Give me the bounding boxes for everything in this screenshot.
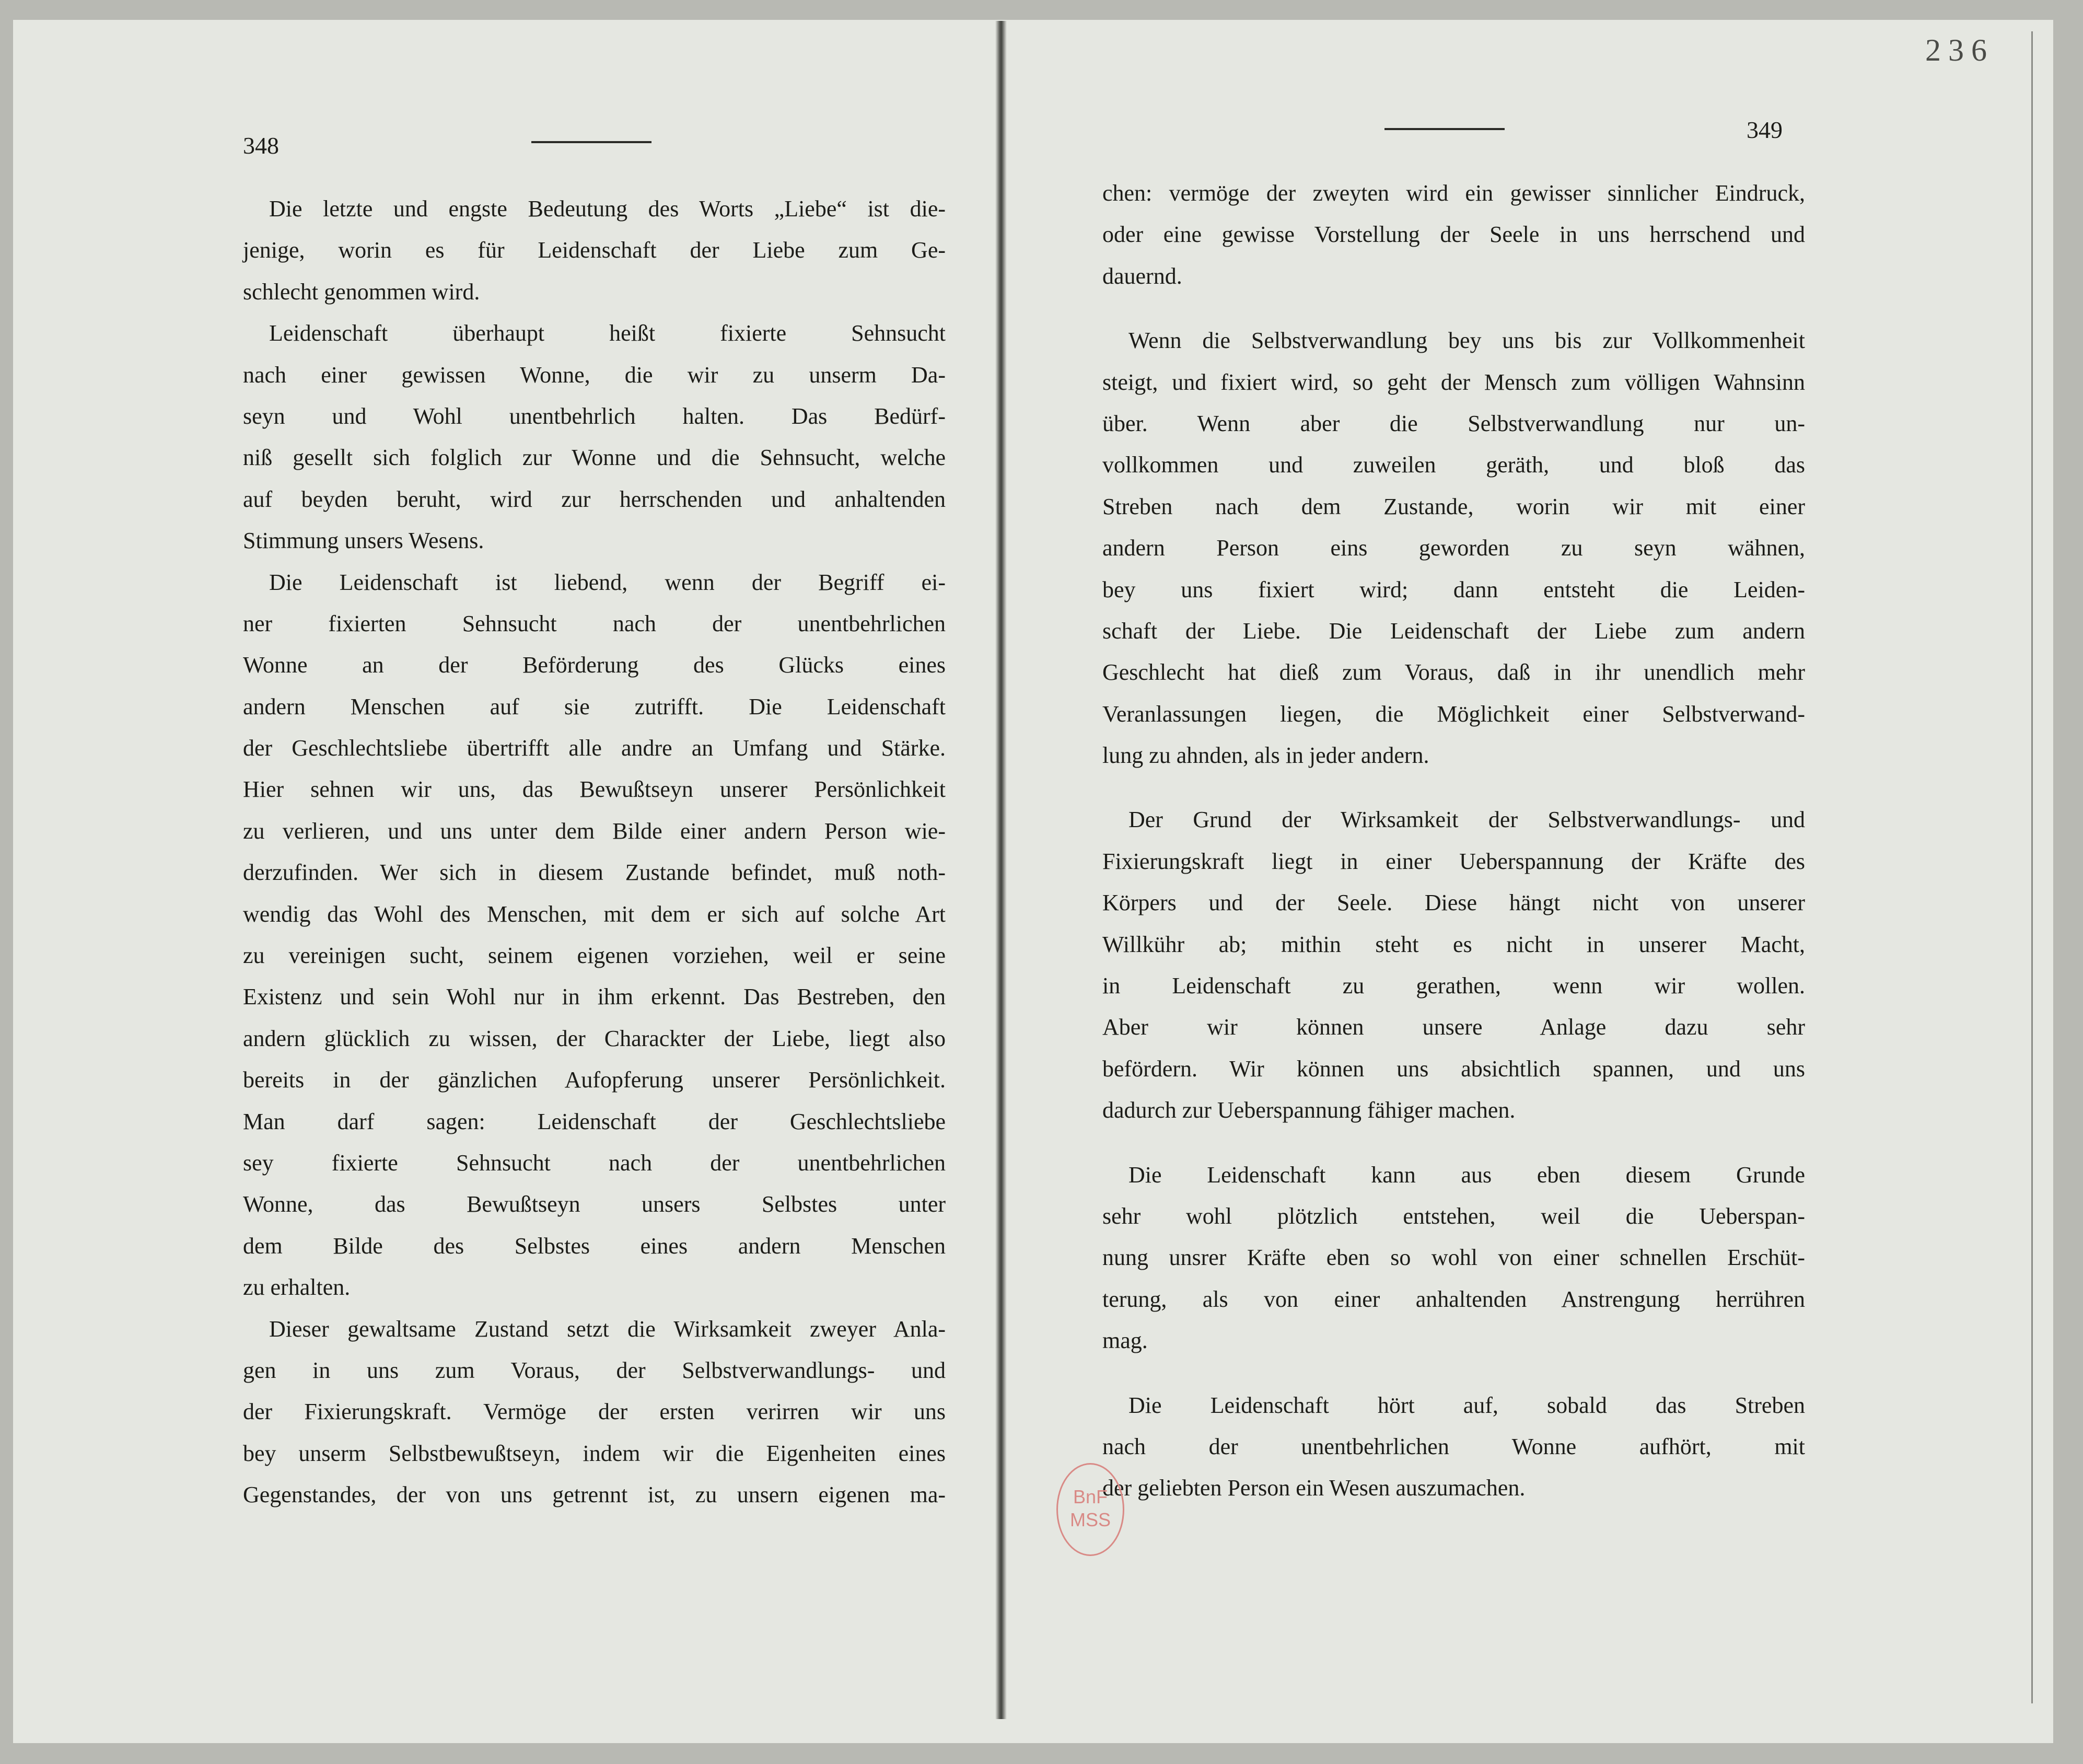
- text-line: seyn und Wohl unentbehrlich halten. Das Bedürf-: [243, 403, 946, 429]
- text-line: bey unserm Selbstbewußtseyn, indem wir die Eigenheiten eines: [243, 1440, 946, 1466]
- text-line: Die Leidenschaft kann aus eben diesem Grunde: [1128, 1162, 1805, 1188]
- text-line: terung, als von einer anhaltenden Anstrengung herrühren: [1102, 1286, 1805, 1312]
- text-line: Stimmung unsers Wesens.: [243, 528, 484, 554]
- right-page-number: 349: [1747, 117, 1783, 143]
- text-line: bey uns fixiert wird; dann entsteht die Leiden-: [1102, 576, 1805, 602]
- text-line: nach der unentbehrlichen Wonne aufhört, mit: [1102, 1433, 1805, 1459]
- text-line: steigt, und fixiert wird, so geht der Mensch zum völligen Wahnsinn: [1102, 369, 1805, 395]
- stamp-line: MSS: [1069, 1509, 1111, 1530]
- text-line: auf beyden beruht, wird zur herrschenden und anhaltenden: [243, 486, 946, 512]
- text-line: dauernd.: [1102, 263, 1182, 289]
- paragraph: [1102, 172, 1805, 297]
- text-line: schlecht genommen wird.: [243, 278, 480, 305]
- left-header-rule: [531, 141, 651, 143]
- text-line: über. Wenn aber die Selbstverwandlung nur un-: [1102, 410, 1805, 436]
- text-line: Der Grund der Wirksamkeit der Selbstverwandlungs- und: [1128, 807, 1805, 833]
- text-line: chen: vermöge der zweyten wird ein gewisser sinnlicher Eindruck,: [1102, 180, 1805, 206]
- text-line: Wenn die Selbstverwandlung bey uns bis zur Vollkommenheit: [1128, 328, 1805, 354]
- text-line: in Leidenschaft zu gerathen, wenn wir wollen.: [1102, 973, 1805, 999]
- text-line: Körpers und der Seele. Diese hängt nicht von unserer: [1102, 890, 1805, 916]
- library-stamp: [1056, 1463, 1124, 1556]
- text-line: schaft der Liebe. Die Leidenschaft der Liebe zum andern: [1102, 618, 1805, 644]
- archive-folio-number: 236: [1925, 33, 1994, 67]
- text-line: zu vereinigen sucht, seinem eigenen vorziehen, weil er seine: [243, 943, 946, 969]
- text-line: dadurch zur Ueberspannung fähiger machen.: [1102, 1097, 1516, 1123]
- text-line: Fixierungskraft liegt in einer Ueberspannung der Kräfte des: [1102, 848, 1805, 874]
- text-line: Die Leidenschaft hört auf, sobald das Streben: [1128, 1392, 1805, 1418]
- page-edge-line: [2031, 31, 2033, 1703]
- text-line: zu verlieren, und uns unter dem Bilde einer andern Person wie-: [243, 818, 946, 844]
- text-line: der geliebten Person ein Wesen auszumachen.: [1102, 1475, 1526, 1501]
- text-line: wendig das Wohl des Menschen, mit dem er sich auf solche Art: [243, 901, 946, 927]
- text-line: Wonne an der Beförderung des Glücks eines: [243, 652, 946, 678]
- text-line: ner fixierten Sehnsucht nach der unentbehrlichen: [243, 610, 946, 636]
- text-line: nach einer gewissen Wonne, die wir zu unserm Da-: [243, 362, 946, 388]
- text-line: nung unsrer Kräfte eben so wohl von einer schnellen Erschüt-: [1102, 1245, 1805, 1271]
- text-line: Wonne, das Bewußtseyn unsers Selbstes unter: [243, 1191, 946, 1217]
- text-line: oder eine gewisse Vorstellung der Seele in uns herrschend und: [1102, 222, 1805, 248]
- text-line: derzufinden. Wer sich in diesem Zustande befindet, muß noth-: [243, 860, 946, 886]
- text-line: Willkühr ab; mithin steht es nicht in unserer Macht,: [1102, 931, 1805, 957]
- text-line: mag.: [1102, 1328, 1148, 1354]
- text-line: Streben nach dem Zustande, worin wir mit einer: [1102, 493, 1805, 519]
- text-line: Man darf sagen: Leidenschaft der Geschlechtsliebe: [243, 1108, 946, 1134]
- text-line: dem Bilde des Selbstes eines andern Menschen: [243, 1233, 946, 1259]
- right-page-text: [1102, 172, 1805, 1509]
- text-line: Veranlassungen liegen, die Möglichkeit einer Selbstverwand-: [1102, 701, 1805, 727]
- text-line: zu erhalten.: [243, 1274, 351, 1301]
- text-line: andern Menschen auf sie zutrifft. Die Leidenschaft: [243, 693, 946, 719]
- paragraph: [1102, 799, 1805, 1131]
- text-line: vollkommen und zuweilen geräth, und bloß das: [1102, 452, 1805, 478]
- text-line: der Fixierungskraft. Vermöge der ersten verirren wir uns: [243, 1399, 946, 1425]
- text-line: sehr wohl plötzlich entstehen, weil die Ueberspan-: [1102, 1203, 1805, 1229]
- text-line: Die Leidenschaft ist liebend, wenn der Begriff ei-: [269, 569, 946, 595]
- text-line: Existenz und sein Wohl nur in ihm erkennt. Das Bestreben, den: [243, 984, 946, 1010]
- text-line: Hier sehnen wir uns, das Bewußtseyn unserer Persönlichkeit: [243, 776, 946, 803]
- text-line: niß gesellt sich folglich zur Wonne und die Sehnsucht, welche: [243, 445, 946, 471]
- text-line: Die letzte und engste Bedeutung des Worts „Liebe“ ist die-: [269, 196, 946, 222]
- text-line: andern Person eins geworden zu seyn wähnen,: [1102, 535, 1805, 561]
- text-line: bereits in der gänzlichen Aufopferung unserer Persönlichkeit.: [243, 1067, 946, 1093]
- left-page-text: [243, 188, 946, 1516]
- text-line: andern glücklich zu wissen, der Charackter der Liebe, liegt also: [243, 1025, 946, 1051]
- paragraph: [1102, 1385, 1805, 1509]
- text-line: Dieser gewaltsame Zustand setzt die Wirksamkeit zweyer Anla-: [269, 1316, 946, 1342]
- text-line: sey fixierte Sehnsucht nach der unentbehrlichen: [243, 1150, 946, 1176]
- paragraph: [243, 1308, 946, 1516]
- paragraph: [1102, 1154, 1805, 1362]
- paragraph: [243, 188, 946, 312]
- paragraph: [243, 312, 946, 561]
- text-line: Gegenstandes, der von uns getrennt ist, zu unsern eigenen ma-: [243, 1482, 946, 1508]
- stamp-line: BnF: [1073, 1486, 1108, 1507]
- text-line: Leidenschaft überhaupt heißt fixierte Sehnsucht: [269, 320, 946, 346]
- paragraph: [1102, 320, 1805, 776]
- text-line: gen in uns zum Voraus, der Selbstverwandlungs- und: [243, 1357, 946, 1383]
- right-header-rule: [1384, 128, 1505, 130]
- book-gutter: [995, 21, 1007, 1719]
- text-line: jenige, worin es für Leidenschaft der Liebe zum Ge-: [243, 237, 946, 263]
- left-page-number: 348: [243, 132, 279, 159]
- paragraph: [243, 562, 946, 1308]
- text-line: Geschlecht hat dieß zum Voraus, daß in ihr unendlich mehr: [1102, 659, 1805, 686]
- text-line: lung zu ahnden, als in jeder andern.: [1102, 742, 1429, 769]
- text-line: befördern. Wir können uns absichtlich spannen, und uns: [1102, 1055, 1805, 1082]
- text-line: der Geschlechtsliebe übertrifft alle andre an Umfang und Stärke.: [243, 735, 946, 761]
- text-line: Aber wir können unsere Anlage dazu sehr: [1102, 1014, 1805, 1040]
